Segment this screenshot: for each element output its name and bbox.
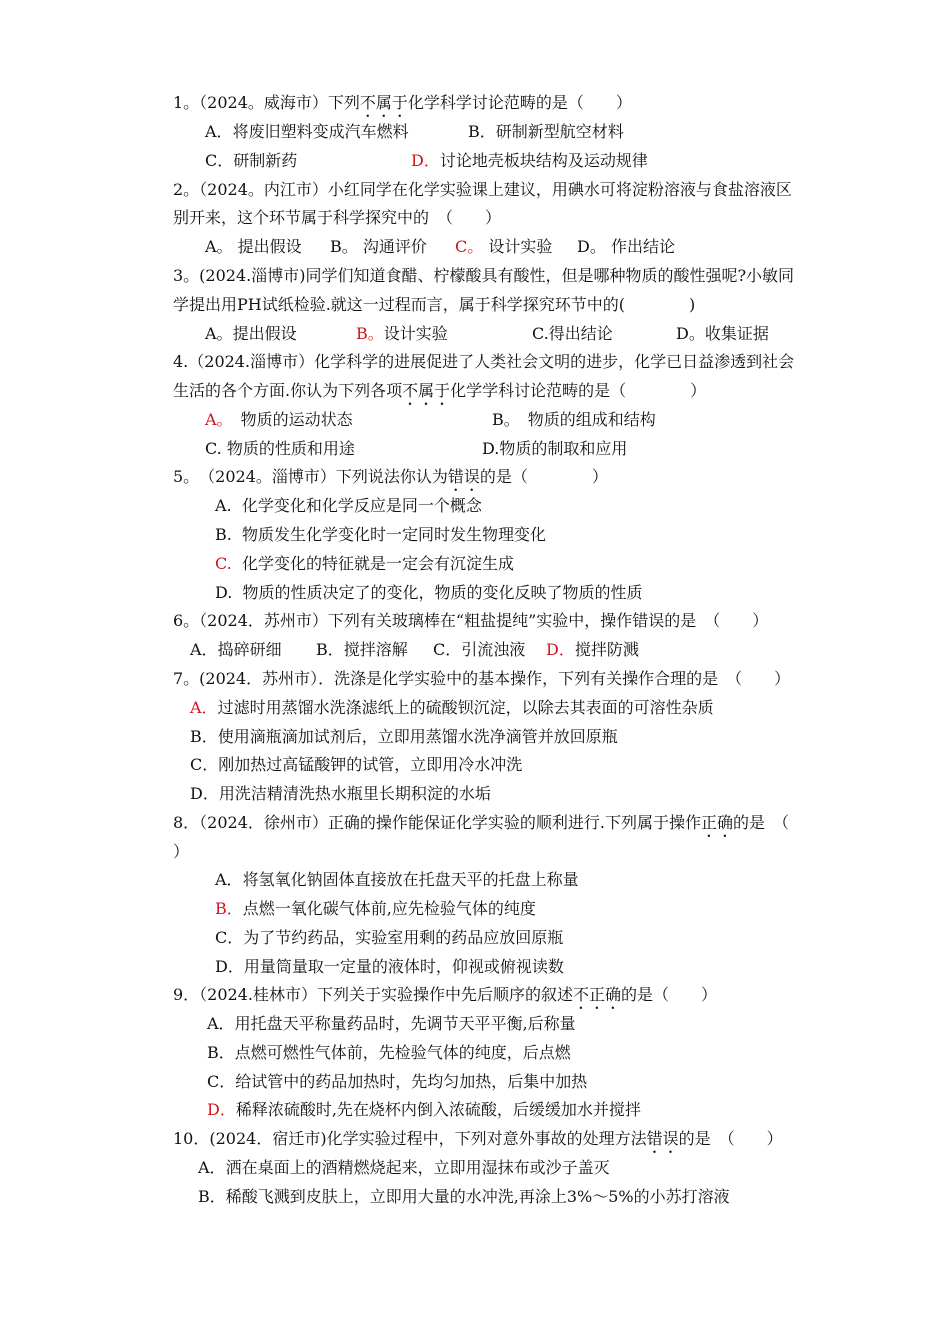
question-8-option-d: D．用量筒量取一定量的液体时，仰视或俯视读数 (215, 957, 564, 976)
question-4-option-b: B。 物质的组成和结构 (492, 410, 656, 429)
question-3-option-c: C.得出结论 (532, 324, 613, 343)
question-3-option-d: D。收集证据 (676, 324, 769, 343)
question-9-option-d: D．稀释浓硫酸时,先在烧杯内倒入浓硫酸，后缓缓加水并搅拌 (207, 1100, 641, 1119)
question-1-option-d: D．讨论地壳板块结构及运动规律 (411, 151, 648, 170)
question-8-option-c: C．为了节约药品，实验室用剩的药品应放回原瓶 (215, 928, 564, 947)
question-6-option-c: C．引流浊液 (433, 640, 526, 659)
question-6-option-d: D．搅拌防溅 (546, 640, 639, 659)
question-5-option-a: A. 化学变化和化学反应是同一个概念 (215, 496, 482, 515)
question-7-option-b: B．使用滴瓶滴加试剂后，立即用蒸馏水洗净滴管并放回原瓶 (190, 727, 618, 746)
question-10-option-b: B．稀酸飞溅到皮肤上，立即用大量的水冲洗,再涂上3%～5%的小苏打溶液 (198, 1187, 730, 1206)
question-2-stem-line-2: 别开来，这个环节属于科学探究中的 （ ） (173, 208, 502, 227)
question-8-stem-line-1: 8．（2024．徐州市）正确的操作能保证化学实验的顺利进行.下列属于操作正确的是 （ (173, 813, 790, 832)
question-6-option-a: A．捣碎研细 (190, 640, 282, 659)
question-7-option-c: C．刚加热过高锰酸钾的试管，立即用冷水冲洗 (190, 755, 523, 774)
question-1-option-b: B．研制新型航空材料 (468, 122, 624, 141)
question-9-option-c: C．给试管中的药品加热时，先均匀加热，后集中加热 (207, 1072, 588, 1091)
question-3-option-a: A。提出假设 (205, 324, 297, 343)
question-2-option-b: B。 沟通评价 (330, 237, 427, 256)
question-6-stem: 6。（2024．苏州市）下列有关玻璃棒在“粗盐提纯”实验中，操作错误的是 （ ） (173, 611, 769, 630)
question-8-stem-line-2: ） (173, 842, 190, 861)
question-4-option-c: C. 物质的性质和用途 (205, 439, 355, 458)
question-9-stem: 9．（2024.桂林市）下列关于实验操作中先后顺序的叙述不正确的是（ ） (173, 985, 718, 1004)
question-3-option-b: B。设计实验 (356, 324, 448, 343)
question-10-stem: 10．(2024．宿迁市)化学实验过程中，下列对意外事故的处理方法错误的是 （ ） (173, 1129, 783, 1148)
question-8-option-a: A．将氢氧化钠固体直接放在托盘天平的托盘上称量 (215, 870, 579, 889)
question-8-option-b: B．点燃一氧化碳气体前,应先检验气体的纯度 (215, 899, 536, 918)
question-2-option-c: C。 设计实验 (455, 237, 553, 256)
question-1-stem: 1。（2024。威海市）下列不属于化学科学讨论范畴的是（ ） (173, 93, 632, 112)
question-9-option-b: B．点燃可燃性气体前，先检验气体的纯度，后点燃 (207, 1043, 571, 1062)
question-4-option-a: A。 物质的运动状态 (205, 410, 353, 429)
question-6-option-b: B．搅拌溶解 (316, 640, 408, 659)
question-1-option-c: C．研制新药 (205, 151, 298, 170)
question-4-stem-line-1: 4.（2024.淄博市）化学科学的进展促进了人类社会文明的进步，化学已日益渗透到社会 (173, 352, 795, 371)
question-5-option-b: B. 物质发生化学变化时一定同时发生物理变化 (215, 525, 547, 544)
question-2-option-a: A。 提出假设 (205, 237, 302, 256)
question-1-option-a: A．将废旧塑料变成汽车燃料 (205, 122, 409, 141)
question-2-stem-line-1: 2。（2024。内江市）小红同学在化学实验课上建议，用碘水可将淀粉溶液与食盐溶液区 (173, 180, 792, 199)
question-9-option-a: A．用托盘天平称量药品时，先调节天平平衡,后称量 (207, 1014, 576, 1033)
question-5-option-d: D. 物质的性质决定了的变化，物质的变化反映了物质的性质 (215, 583, 643, 602)
question-4-option-d: D.物质的制取和应用 (482, 439, 628, 458)
question-4-stem-line-2: 生活的各个方面.你认为下列各项不属于化学学科讨论范畴的是（ ） (173, 381, 707, 400)
question-7-stem: 7。(2024．苏州市）．洗涤是化学实验中的基本操作，下列有关操作合理的是 （ ） (173, 669, 791, 688)
question-5-stem: 5。 （2024。淄博市）下列说法你认为错误的是（ ） (173, 467, 608, 486)
question-2-option-d: D。 作出结论 (577, 237, 675, 256)
question-3-stem-line-1: 3。(2024.淄博市)同学们知道食醋、柠檬酸具有酸性，但是哪种物质的酸性强呢?小敏同 (173, 266, 795, 285)
question-7-option-a: A．过滤时用蒸馏水洗涤滤纸上的硫酸钡沉淀，以除去其表面的可溶性杂质 (190, 698, 714, 717)
question-10-option-a: A．洒在桌面上的酒精燃烧起来，立即用湿抹布或沙子盖灭 (198, 1158, 610, 1177)
question-5-option-c: C. 化学变化的特征就是一定会有沉淀生成 (215, 554, 514, 573)
question-7-option-d: D．用洗洁精清洗热水瓶里长期积淀的水垢 (190, 784, 491, 803)
question-3-stem-line-2: 学提出用PH试纸检验.就这一过程而言，属于科学探究环节中的( ) (173, 295, 696, 314)
